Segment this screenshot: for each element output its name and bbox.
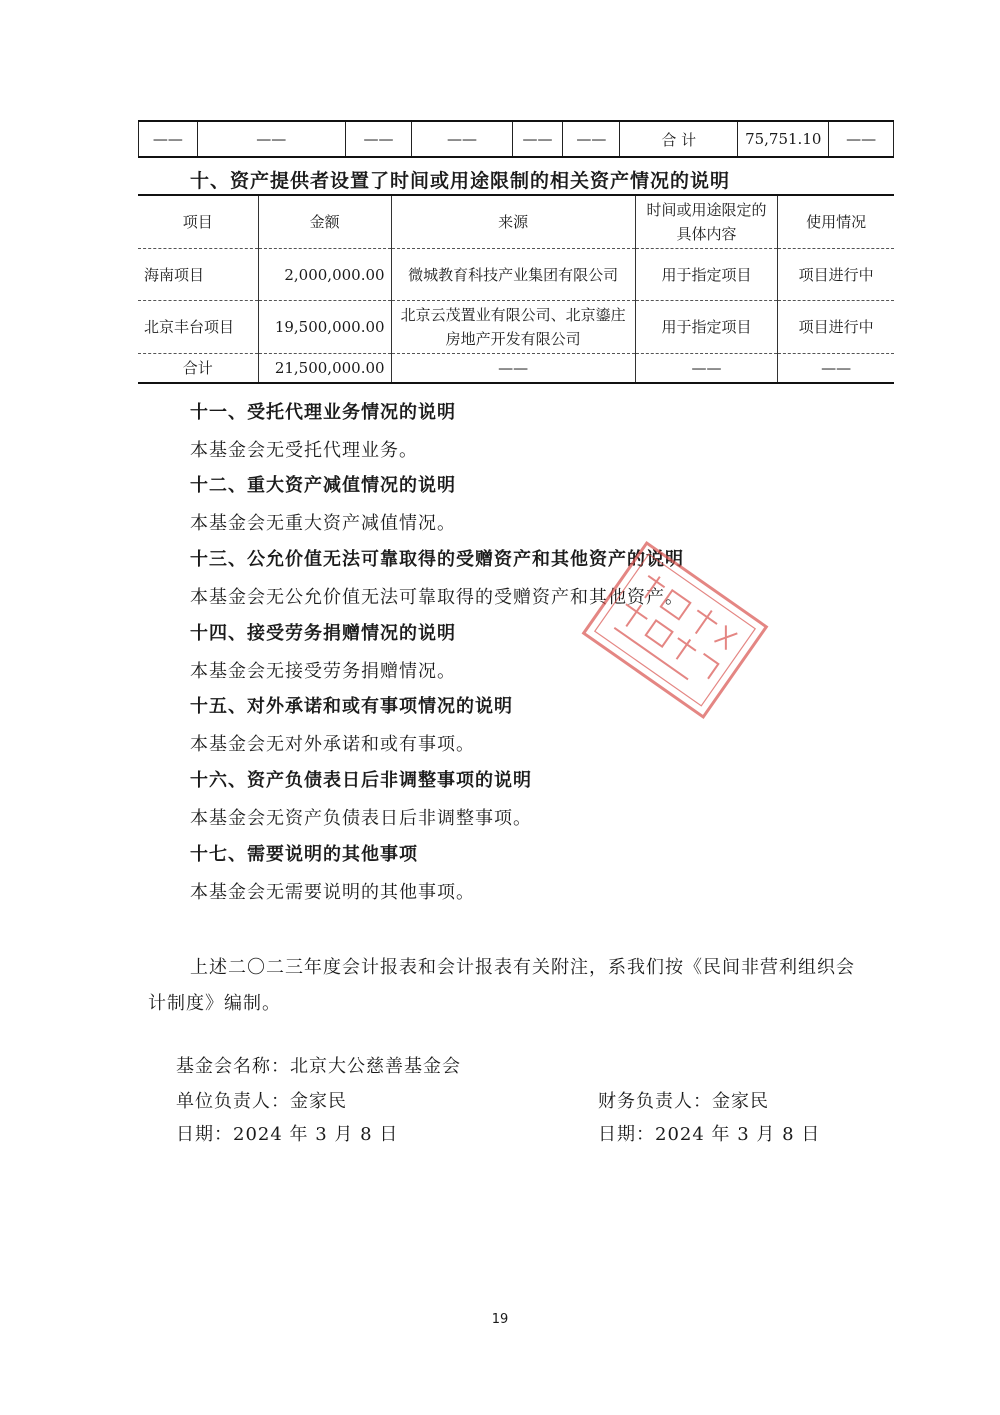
section-title: 十一、受托代理业务情况的说明 [190,402,456,423]
section-17 [190,840,475,904]
section-16 [190,766,532,830]
table-total-row [138,354,894,384]
cell: —— [412,121,512,157]
row-amount: 2,000,000.00 [258,249,391,301]
table-row [138,249,894,301]
header-project: 项目 [138,195,258,249]
section-title: 十四、接受劳务捐赠情况的说明 [190,623,456,644]
section-12 [190,471,456,535]
section-body: 本基金会无受托代理业务。 [190,440,418,461]
row-source: 北京云茂置业有限公司、北京鎏庄房地产开发有限公司 [391,301,635,354]
cell: —— [139,121,198,157]
section-title: 十六、资产负债表日后非调整事项的说明 [190,770,532,791]
total-source: —— [391,354,635,384]
total-status: —— [778,354,894,384]
page-number: 19 [491,1312,509,1327]
total-amount: 21,500,000.00 [258,354,391,384]
row-content: 用于指定项目 [635,301,778,354]
header-source: 来源 [391,195,635,249]
section-body: 本基金会无重大资产减值情况。 [190,513,456,534]
row-project: 北京丰台项目 [138,301,258,354]
section-title: 十五、对外承诺和或有事项情况的说明 [190,696,513,717]
header-amount: 金额 [258,195,391,249]
total-value: 75,751.10 [738,121,829,157]
date-right: 日期：2024 年 3 月 8 日 [598,1124,821,1145]
row-source: 微城教育科技产业集团有限公司 [391,249,635,301]
cell: —— [563,121,620,157]
cell: —— [345,121,412,157]
section-body: 本基金会无需要说明的其他事项。 [190,882,475,903]
section10-title: 十、资产提供者设置了时间或用途限制的相关资产情况的说明 [190,170,731,192]
cell: —— [197,121,345,157]
cell: —— [512,121,563,157]
section-11 [190,398,456,462]
previous-table-total-row [138,120,894,158]
table-row [138,301,894,354]
section-15 [190,692,513,756]
row-project: 海南项目 [138,249,258,301]
closing-statement: 上述二〇二三年度会计报表和会计报表有关附注，系我们按《民间非营利组织会计制度》编制。 [148,957,855,1014]
foundation-name: 基金会名称：北京大公慈善基金会 [176,1056,461,1077]
unit-head: 单位负责人：金家民 [176,1091,347,1112]
header-content: 时间或用途限定的具体内容 [635,195,778,249]
row-status: 项目进行中 [778,301,894,354]
total-content: —— [635,354,778,384]
section-title: 十二、重大资产减值情况的说明 [190,475,456,496]
section-body: 本基金会无接受劳务捐赠情况。 [190,661,456,682]
total-label: 合 计 [620,121,738,157]
section-14 [190,619,456,683]
row-amount: 19,500,000.00 [258,301,391,354]
restricted-assets-table [138,194,894,384]
cell: —— [829,121,894,157]
section-title: 十三、公允价值无法可靠取得的受赠资产和其他资产的说明 [190,549,684,570]
row-content: 用于指定项目 [635,249,778,301]
date-left: 日期：2024 年 3 月 8 日 [176,1124,399,1145]
header-status: 使用情况 [778,195,894,249]
section-body: 本基金会无资产负债表日后非调整事项。 [190,808,532,829]
section-body: 本基金会无对外承诺和或有事项。 [190,734,475,755]
section-body: 本基金会无公允价值无法可靠取得的受赠资产和其他资产。 [190,587,684,608]
row-status: 项目进行中 [778,249,894,301]
finance-head: 财务负责人：金家民 [598,1091,769,1112]
section-title: 十七、需要说明的其他事项 [190,844,418,865]
total-label: 合计 [138,354,258,384]
